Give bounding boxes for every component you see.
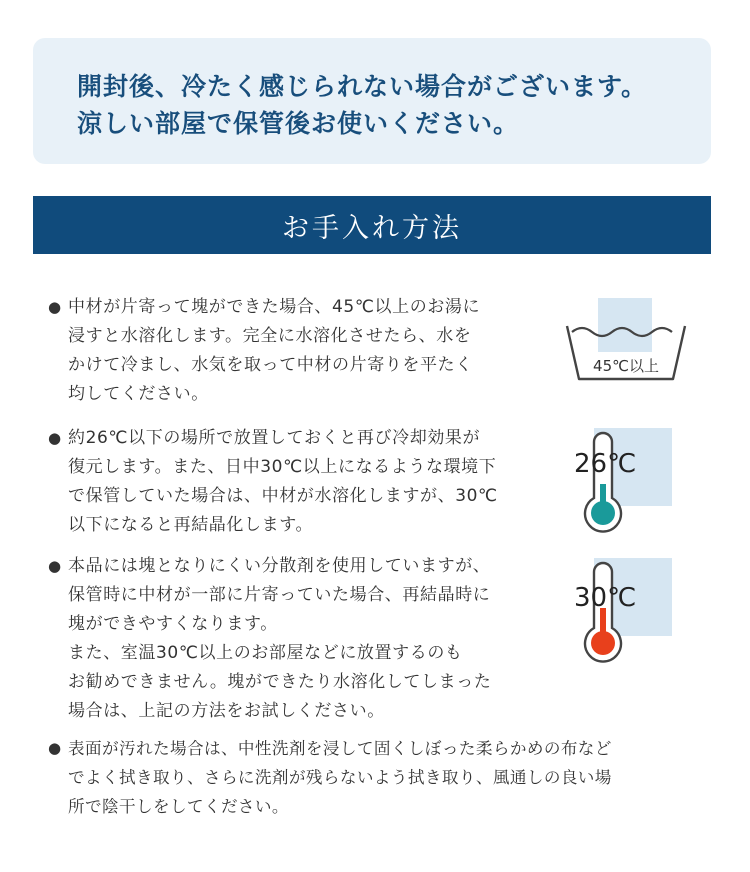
bullet-icon: ● — [48, 739, 62, 757]
care-item-recrystallize — [48, 424, 498, 540]
thermometer-bulb — [591, 501, 615, 525]
item-line: かけて冷まし、水気を取って中材の片寄りを平たく — [68, 355, 473, 375]
care-item-surface-cleaning — [48, 734, 612, 821]
care-item-dispersant — [48, 552, 491, 726]
bullet-icon: ● — [48, 298, 62, 316]
item-line: 場合は、上記の方法をお試しください。 — [68, 701, 385, 721]
thermometer-26-icon — [570, 426, 675, 536]
item-line: 本品には塊となりにくい分散剤を使用していますが、 — [68, 556, 491, 576]
notice-line-2: 涼しい部屋で保管後お使いください。 — [77, 109, 520, 138]
section-title: お手入れ方法 — [282, 212, 462, 244]
thermometer-30-icon — [570, 556, 675, 666]
section-header — [33, 196, 711, 254]
wash-temp-label: 45℃以上 — [593, 357, 659, 375]
icon-background-square — [598, 298, 652, 352]
item-line: 保管時に中材が一部に片寄っていた場合、再結晶時に — [68, 585, 491, 605]
item-line: 均してください。 — [68, 384, 209, 404]
wash-basin-icon — [564, 296, 688, 388]
notice-box — [33, 38, 711, 164]
item-line: でよく拭き取り、さらに洗剤が残らないよう拭き取り、風通しの良い場 — [68, 768, 612, 787]
temp-30-label: 30℃ — [574, 583, 637, 613]
item-line: 約26℃以下の場所で放置しておくと再び冷却効果が — [68, 428, 481, 448]
item-line: また、室温30℃以上のお部屋などに放置するのも — [68, 643, 463, 663]
thermometer-bulb — [591, 631, 615, 655]
temp-26-label: 26℃ — [574, 449, 637, 479]
bullet-icon: ● — [48, 557, 62, 575]
notice-line-1: 開封後、冷たく感じられない場合がございます。 — [77, 72, 648, 101]
item-line: 中材が片寄って塊ができた場合、45℃以上のお湯に — [68, 297, 481, 317]
bullet-icon: ● — [48, 429, 62, 447]
item-line: 復元します。また、日中30℃以上になるような環境下 — [68, 457, 497, 477]
item-line: で保管していた場合は、中材が水溶化しますが、30℃ — [68, 486, 498, 506]
item-line: 以下になると再結晶化します。 — [68, 515, 314, 535]
item-line: 浸すと水溶化します。完全に水溶化させたら、水を — [68, 326, 472, 346]
item-line: お勧めできません。塊ができたり水溶化してしまった — [68, 672, 492, 692]
care-item-submerge — [48, 293, 480, 409]
item-line: 塊ができやすくなります。 — [68, 614, 278, 634]
item-line: 表面が汚れた場合は、中性洗剤を浸して固くしぼった柔らかめの布など — [68, 739, 612, 758]
item-line: 所で陰干しをしてください。 — [68, 797, 289, 816]
